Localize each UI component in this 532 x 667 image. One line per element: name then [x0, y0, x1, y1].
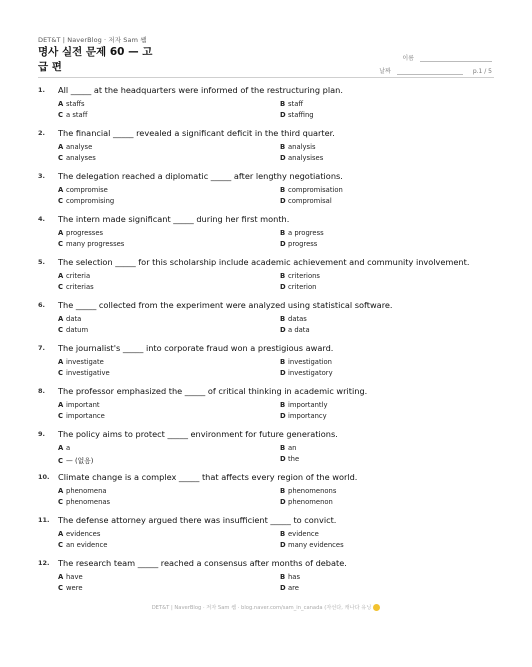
option-text: evidence — [288, 530, 319, 538]
option-text: phenomenas — [66, 498, 111, 506]
question-stem: The selection _____ for this scholarship include academic achievement and community involvement. — [58, 257, 470, 267]
answer-option-b[interactable] — [280, 100, 303, 108]
question-item — [38, 473, 498, 516]
option-text: analyse — [66, 143, 93, 151]
option-letter: D — [280, 111, 286, 119]
option-text: investigative — [66, 369, 110, 377]
option-letter: C — [58, 498, 63, 506]
option-letter: B — [280, 358, 286, 366]
option-text: are — [288, 584, 299, 592]
option-letter: A — [58, 100, 64, 108]
question-stem: The defense attorney argued there was insufficient _____ to convict. — [58, 515, 337, 525]
question-number: 9. — [38, 430, 45, 438]
option-letter: C — [58, 197, 63, 205]
option-letter: B — [280, 487, 286, 495]
answer-option-c[interactable] — [58, 412, 105, 420]
name-line[interactable] — [420, 55, 492, 62]
option-letter: B — [280, 100, 286, 108]
option-text: phenomenons — [288, 487, 337, 495]
page-title: 명사 실전 문제 60 — 고급 편 — [38, 46, 153, 73]
answer-option-b[interactable] — [280, 573, 300, 581]
question-list — [38, 86, 498, 602]
answer-option-a[interactable] — [58, 100, 85, 108]
option-text: evidences — [66, 530, 101, 538]
option-letter: A — [58, 530, 64, 538]
option-letter: D — [280, 326, 286, 334]
option-text: datum — [66, 326, 89, 334]
option-letter: B — [280, 530, 286, 538]
answer-option-d[interactable] — [280, 369, 333, 377]
question-number: 2. — [38, 129, 45, 137]
question-stem: The journalist's _____ into corporate fraud won a prestigious award. — [58, 343, 334, 353]
option-text: — (없음) — [66, 457, 94, 465]
answer-option-a[interactable] — [58, 573, 83, 581]
option-text: staff — [288, 100, 304, 108]
option-letter: A — [58, 573, 64, 581]
option-letter: D — [280, 412, 286, 420]
option-text: staffing — [288, 111, 314, 119]
answer-option-b[interactable] — [280, 487, 336, 495]
question-number: 10. — [38, 473, 50, 481]
option-letter: B — [280, 186, 286, 194]
question-stem: All _____ at the headquarters were informed of the restructuring plan. — [58, 85, 343, 95]
option-text: a data — [288, 326, 310, 334]
question-number: 1. — [38, 86, 45, 94]
answer-option-c[interactable] — [58, 197, 114, 205]
answer-option-a[interactable] — [58, 143, 92, 151]
answer-option-d[interactable] — [280, 240, 317, 248]
answer-option-b[interactable] — [280, 530, 319, 538]
question-number: 7. — [38, 344, 45, 352]
option-letter: A — [58, 315, 64, 323]
option-letter: D — [280, 240, 286, 248]
answer-option-d[interactable] — [280, 197, 332, 205]
header-divider — [38, 77, 494, 78]
option-letter: A — [58, 444, 64, 452]
option-letter: D — [280, 369, 286, 377]
question-item — [38, 559, 498, 602]
question-number: 5. — [38, 258, 45, 266]
answer-option-a[interactable] — [58, 530, 100, 538]
answer-option-a[interactable] — [58, 444, 70, 452]
answer-option-c[interactable] — [58, 154, 96, 162]
answer-option-b[interactable] — [280, 272, 320, 280]
answer-option-d[interactable] — [280, 154, 323, 162]
question-item — [38, 86, 498, 129]
option-letter: C — [58, 541, 63, 549]
option-text: importancy — [288, 412, 327, 420]
option-text: criteria — [66, 272, 91, 280]
option-letter: C — [58, 240, 63, 248]
question-item — [38, 301, 498, 344]
answer-option-a[interactable] — [58, 358, 104, 366]
answer-option-a[interactable] — [58, 229, 103, 237]
option-letter: D — [280, 197, 286, 205]
option-text: analyses — [66, 154, 96, 162]
question-stem: The _____ collected from the experiment were analyzed using statistical software. — [58, 300, 393, 310]
option-text: compromise — [66, 186, 108, 194]
option-letter: B — [280, 444, 286, 452]
option-text: were — [66, 584, 83, 592]
option-text: the — [288, 455, 300, 463]
option-text: staffs — [66, 100, 85, 108]
question-item — [38, 344, 498, 387]
date-line[interactable] — [397, 68, 463, 75]
question-item — [38, 387, 498, 430]
option-letter: C — [58, 584, 63, 592]
option-text: a progress — [288, 229, 324, 237]
smiley-icon — [373, 604, 380, 611]
option-letter: B — [280, 143, 286, 151]
question-stem: The policy aims to protect _____ environment for future generations. — [58, 429, 338, 439]
answer-option-d[interactable] — [280, 111, 314, 119]
answer-option-c[interactable] — [58, 455, 93, 465]
option-text: criterias — [66, 283, 94, 291]
date-label: 날짜 — [379, 68, 391, 75]
answer-option-b[interactable] — [280, 401, 328, 409]
option-text: a staff — [66, 111, 88, 119]
answer-option-d[interactable] — [280, 326, 310, 334]
question-stem: The research team _____ reached a consensus after months of debate. — [58, 558, 347, 568]
question-number: 8. — [38, 387, 45, 395]
option-letter: A — [58, 143, 64, 151]
answer-option-a[interactable] — [58, 315, 81, 323]
answer-option-c[interactable] — [58, 541, 107, 549]
option-letter: A — [58, 186, 64, 194]
option-text: phenomena — [66, 487, 107, 495]
option-text: an evidence — [66, 541, 108, 549]
page-footer — [0, 604, 532, 611]
answer-option-a[interactable] — [58, 401, 100, 409]
answer-option-c[interactable] — [58, 584, 83, 592]
question-number: 11. — [38, 516, 50, 524]
answer-option-b[interactable] — [280, 444, 296, 452]
option-text: analysises — [288, 154, 324, 162]
question-number: 6. — [38, 301, 45, 309]
option-letter: C — [58, 326, 63, 334]
option-text: has — [288, 573, 301, 581]
question-item — [38, 430, 498, 473]
option-text: an — [288, 444, 297, 452]
option-text: many evidences — [288, 541, 344, 549]
question-item — [38, 215, 498, 258]
option-text: progresses — [66, 229, 104, 237]
answer-option-c[interactable] — [58, 369, 110, 377]
option-letter: C — [58, 154, 63, 162]
question-stem: Climate change is a complex _____ that affects every region of the world. — [58, 472, 358, 482]
page-number: p.1 / 5 — [472, 68, 492, 75]
answer-option-a[interactable] — [58, 272, 90, 280]
answer-option-c[interactable] — [58, 498, 110, 506]
name-field — [402, 53, 492, 62]
option-letter: D — [280, 541, 286, 549]
question-number: 12. — [38, 559, 50, 567]
option-letter: D — [280, 498, 286, 506]
option-text: investigate — [66, 358, 104, 366]
option-text: important — [66, 401, 100, 409]
option-letter: D — [280, 154, 286, 162]
date-field — [379, 66, 492, 75]
footer-text: DET&T | NaverBlog · 저자 Sam 쌤 · blog.naver.com/sam_in_canada (자선다, 캐나다 유닝 — [151, 605, 372, 611]
question-number: 3. — [38, 172, 45, 180]
answer-option-c[interactable] — [58, 111, 87, 119]
option-text: compromisal — [288, 197, 332, 205]
answer-option-c[interactable] — [58, 326, 88, 334]
answer-option-d[interactable] — [280, 412, 327, 420]
option-letter: A — [58, 272, 64, 280]
option-letter: C — [58, 111, 63, 119]
answer-option-c[interactable] — [58, 240, 124, 248]
option-letter: A — [58, 229, 64, 237]
option-letter: B — [280, 401, 286, 409]
answer-option-d[interactable] — [280, 283, 316, 291]
question-stem: The intern made significant _____ during her first month. — [58, 214, 290, 224]
question-stem: The professor emphasized the _____ of critical thinking in academic writing. — [58, 386, 368, 396]
answer-option-d[interactable] — [280, 541, 344, 549]
option-text: investigatory — [288, 369, 333, 377]
option-text: datas — [288, 315, 307, 323]
question-item — [38, 172, 498, 215]
answer-option-d[interactable] — [280, 455, 299, 463]
option-text: a — [66, 444, 71, 452]
option-letter: D — [280, 584, 286, 592]
option-letter: C — [58, 457, 63, 465]
answer-option-a[interactable] — [58, 186, 108, 194]
option-text: criterion — [288, 283, 317, 291]
option-letter: C — [58, 369, 63, 377]
option-letter: A — [58, 401, 64, 409]
option-text: analysis — [288, 143, 316, 151]
question-item — [38, 258, 498, 301]
option-letter: C — [58, 283, 63, 291]
answer-option-b[interactable] — [280, 358, 332, 366]
option-letter: C — [58, 412, 63, 420]
option-letter: B — [280, 229, 286, 237]
answer-option-d[interactable] — [280, 584, 299, 592]
answer-option-b[interactable] — [280, 186, 343, 194]
question-number: 4. — [38, 215, 45, 223]
answer-option-d[interactable] — [280, 498, 333, 506]
option-text: investigation — [288, 358, 332, 366]
brand-line: DET&T | NaverBlog · 저자 Sam 쌤 — [38, 36, 147, 44]
answer-option-b[interactable] — [280, 143, 316, 151]
option-letter: B — [280, 315, 286, 323]
option-text: have — [66, 573, 83, 581]
option-letter: A — [58, 487, 64, 495]
option-text: compromising — [66, 197, 115, 205]
option-letter: D — [280, 455, 286, 463]
option-text: phenomenon — [288, 498, 333, 506]
question-item — [38, 516, 498, 559]
option-letter: A — [58, 358, 64, 366]
option-text: compromisation — [288, 186, 343, 194]
option-text: progress — [288, 240, 318, 248]
option-text: criterions — [288, 272, 320, 280]
question-item — [38, 129, 498, 172]
name-label: 이름 — [402, 55, 414, 62]
option-text: data — [66, 315, 82, 323]
answer-option-a[interactable] — [58, 487, 107, 495]
answer-option-b[interactable] — [280, 229, 324, 237]
question-stem: The financial _____ revealed a significant deficit in the third quarter. — [58, 128, 335, 138]
answer-option-b[interactable] — [280, 315, 307, 323]
option-letter: B — [280, 573, 286, 581]
option-text: importantly — [288, 401, 328, 409]
answer-option-c[interactable] — [58, 283, 94, 291]
option-letter: D — [280, 283, 286, 291]
option-text: many progresses — [66, 240, 125, 248]
option-text: importance — [66, 412, 105, 420]
question-stem: The delegation reached a diplomatic _____ after lengthy negotiations. — [58, 171, 343, 181]
option-letter: B — [280, 272, 286, 280]
